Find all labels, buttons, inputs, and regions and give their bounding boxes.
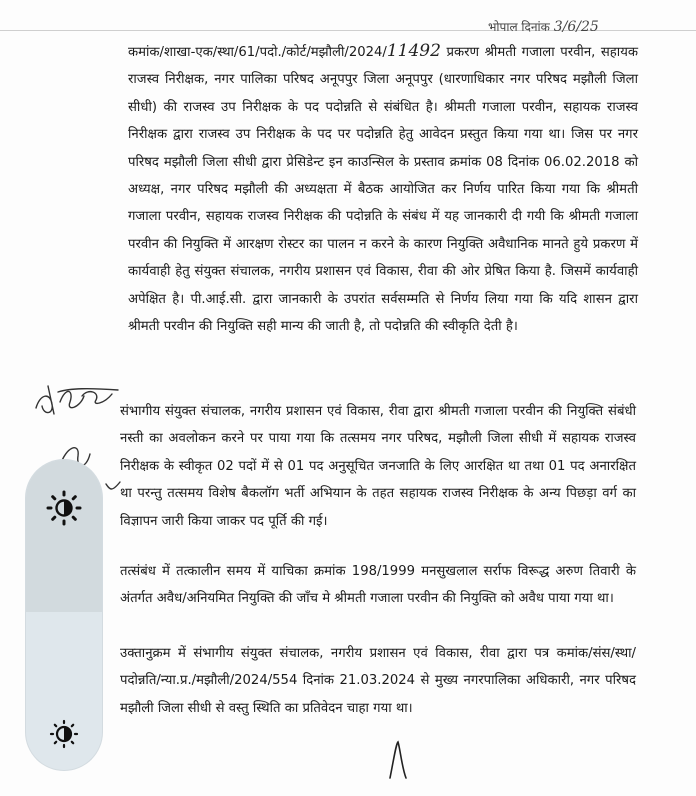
brightness-slider[interactable] xyxy=(26,460,102,770)
margin-tick xyxy=(102,476,124,498)
header-label: भोपाल दिनांक xyxy=(488,20,550,34)
brightness-slider-track xyxy=(26,460,102,612)
brightness-low-icon xyxy=(46,716,82,752)
reference-prefix: कमांक/शाखा-एक/स्था/61/पदो./कोर्ट/मझौली/2024/ xyxy=(128,45,387,60)
paragraph-1-text: प्रकरण श्रीमती गजाला परवीन, सहायक राजस्व निरीक्षक, नगर पालिका परिषद अनूपपुर जिला अनूपपुर (धारणाधिकार नगर परिषद मझौली जिला सीधी) की राजस्व उप निरीक्षक के पद पदोन्नति से संबंधित है। श्रीमती गजाला परवीन, सहायक राजस्व निरीक्षक द्वारा राजस्व उप निरीक्षक के पद पर पदोन्नति हेतु आवेदन प्रस्तुत किया गया था। जिस पर नगर परिषद मझौली जिला सीधी द्वारा प्रेसिडेन्ट इन काउन्सिल के प्रस्ताव क्रमांक 08 दिनांक 06.02.2018 को अध्यक्ष, नगर परिषद मझौली की अध्यक्षता में बैठक आयोजित कर निर्णय पारित किया गया कि श्रीमती गजाला परवीन, सहायक राजस्व निरीक्षक की पदोन्नति के संबंध में यह जानकारी दी गयी कि श्रीमती गजाला परवीन की नियुक्ति में आरक्षण रोस्टर का पालन न करने के कारण नियुक्ति अवैधानिक मानते हुये प्रकरण में कार्यवाही हेतु संयुक्त संचालक, नगरीय प्रशासन एवं विकास, रीवा की ओर प्रेषित किया है. जिसमें कार्यवाही अपेक्षित है। पी.आई.सी. द्वारा जानकारी के उपरांत सर्वसम्मति से निर्णय लिया गया कि यदि शासन द्वारा श्रीमती परवीन की नियुक्ति सही मान्य की जाती है, तो पदोन्नति की स्वीकृति देती है। xyxy=(128,45,638,335)
margin-handwriting xyxy=(30,372,122,422)
paragraph-2: संभागीय संयुक्त संचालक, नगरीय प्रशासन एवं विकास, रीवा द्वारा श्रीमती गजाला परवीन की नियुक्ति संबंधी नस्ती का अवलोकन करने पर पाया गया कि तत्समय नगर परिषद, मझौली जिला सीधी में सहायक राजस्व निरीक्षक के स्वीकृत 02 पदों में से 01 पद अनुसूचित जनजाति के लिए आरक्षित था तथा 01 पद अनारक्षित था परन्तु तत्समय विशेष बैकलॉग भर्ती अभियान के तहत सहायक राजस्व निरीक्षक के अन्य पिछड़ा वर्ग का विज्ञापन जारी किया जाकर पद पूर्ति की गई। xyxy=(120,404,636,529)
document-header xyxy=(488,18,599,35)
reference-number: 11492 xyxy=(386,41,441,61)
paragraph-reference xyxy=(128,38,638,340)
paragraph-4: उक्तानुक्रम में संभागीय संयुक्त संचालक, नगरीय प्रशासन एवं विकास, रीवा द्वारा पत्र कमांक/संस/स्था/पदोन्नति/न्या.प्र./मझौली/2024/554 दिनांक 21.03.2024 से मुख्य नगरपालिका अधिकारी, नगर परिषद मझौली जिला सीधी से वस्तु स्थिति का प्रतिवेदन चाहा गया था। xyxy=(120,646,636,716)
header-date: 3/6/25 xyxy=(553,19,599,35)
paragraph-3: तत्संबंध में तत्कालीन समय में याचिका क्रमांक 198/1999 मनसुखलाल सर्राफ विरूद्ध अरुण तिवारी के अंतर्गत अवैध/अनियमित नियुक्ति की जाँच मे श्रीमती गजाला परवीन की नियुक्ति को अवैध पाया गया था। xyxy=(120,564,636,607)
brightness-high-icon xyxy=(46,490,82,526)
signature-mark xyxy=(384,738,414,782)
